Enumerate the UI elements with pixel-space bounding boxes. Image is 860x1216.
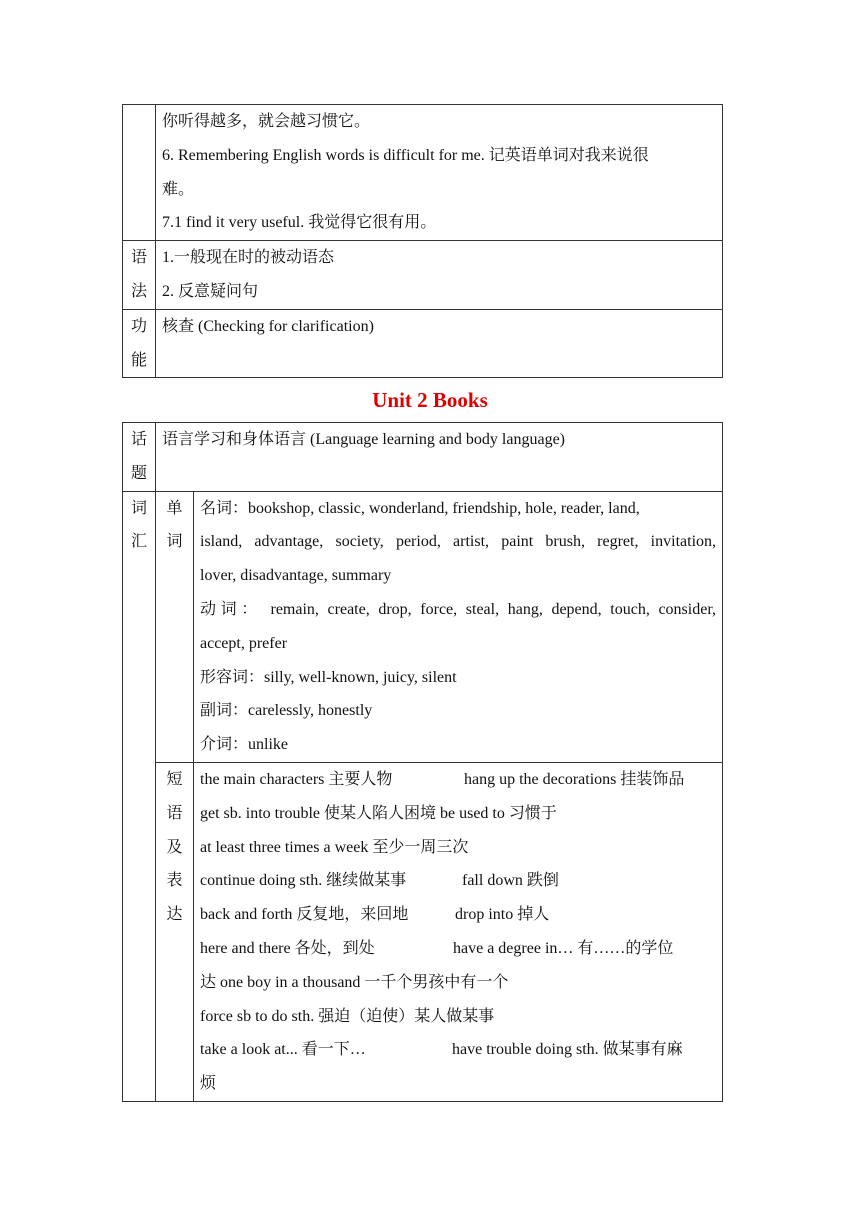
grammar-cell: [156, 241, 723, 310]
empty-label-cell: [123, 105, 156, 241]
topic-label: 话 题: [123, 423, 156, 492]
words-row: [123, 491, 723, 762]
function-label: 功 能: [123, 309, 156, 378]
function-cell: [156, 309, 723, 378]
phrase-line: get sb. into trouble 使某人陷人困境 be used to 习惯于: [200, 804, 557, 822]
sentences-cell: [156, 105, 723, 241]
topic-row: [123, 423, 723, 492]
vocab-label: 词 汇: [123, 491, 156, 1101]
phrase-line: 烦: [200, 1075, 217, 1093]
prepositions-line: 介词：unlike: [200, 736, 288, 754]
phrase-line: back and forth 反复地，来回地 drop into 掉人: [200, 906, 550, 924]
adjectives-line: 形容词：silly, well-known, juicy, silent: [200, 668, 457, 686]
sentence-line: 你听得越多，就会越习惯它。: [162, 113, 371, 130]
unit1-summary-table: [122, 104, 723, 378]
unit-title: Unit 2 Books: [372, 388, 488, 412]
grammar-item: 1.一般现在时的被动语态: [162, 249, 335, 267]
words-label: 单 词: [156, 491, 194, 762]
phrase-line: take a look at... 看一下… have trouble doing sth. 做某事有麻: [200, 1041, 683, 1059]
phrase-line: the main characters 主要人物 hang up the decorations 挂装饰品: [200, 770, 685, 788]
verbs-line: 动词： remain, create, drop, force, steal, hang, depend, touch, consider,: [200, 600, 717, 618]
sentence-line: 难。: [162, 180, 195, 198]
words-cell: [194, 491, 723, 762]
nouns-line: island, advantage, society, period, artist, paint brush, regret, invitation,: [200, 533, 717, 551]
phrase-line: 达 one boy in a thousand 一千个男孩中有一个: [200, 973, 509, 991]
adverbs-line: 副词：carelessly, honestly: [200, 702, 373, 720]
sentence-line: 7.1 find it very useful. 我觉得它很有用。: [162, 214, 437, 232]
phrase-line: continue doing sth. 继续做某事 fall down 跌倒: [200, 872, 559, 890]
function-row: [123, 309, 723, 378]
nouns-line: 名词：bookshop, classic, wonderland, friendship, hole, reader, land,: [200, 499, 640, 517]
phrase-line: here and there 各处，到处 have a degree in… 有……的学位: [200, 939, 674, 957]
phrases-row: [123, 762, 723, 1101]
function-item: 核查 (Checking for clarification): [162, 317, 374, 335]
grammar-row: [123, 241, 723, 310]
topic-text: 语言学习和身体语言 (Language learning and body language): [162, 431, 566, 448]
grammar-label: 语 法: [123, 241, 156, 310]
phrase-line: at least three times a week 至少一周三次: [200, 838, 469, 856]
sentences-row: [123, 105, 723, 241]
phrases-label: 短 语 及 表 达: [156, 762, 194, 1101]
phrase-line: force sb to do sth. 强迫（迫使）某人做某事: [200, 1007, 495, 1025]
nouns-line: lover, disadvantage, summary: [200, 567, 392, 585]
unit2-summary-table: [122, 422, 723, 1102]
phrases-cell: [194, 762, 723, 1101]
sentence-line: 6. Remembering English words is difficult for me. 记英语单词对我来说很: [162, 146, 649, 164]
verbs-line: accept, prefer: [200, 634, 288, 652]
grammar-item: 2. 反意疑问句: [162, 282, 259, 300]
topic-cell: [156, 423, 723, 492]
